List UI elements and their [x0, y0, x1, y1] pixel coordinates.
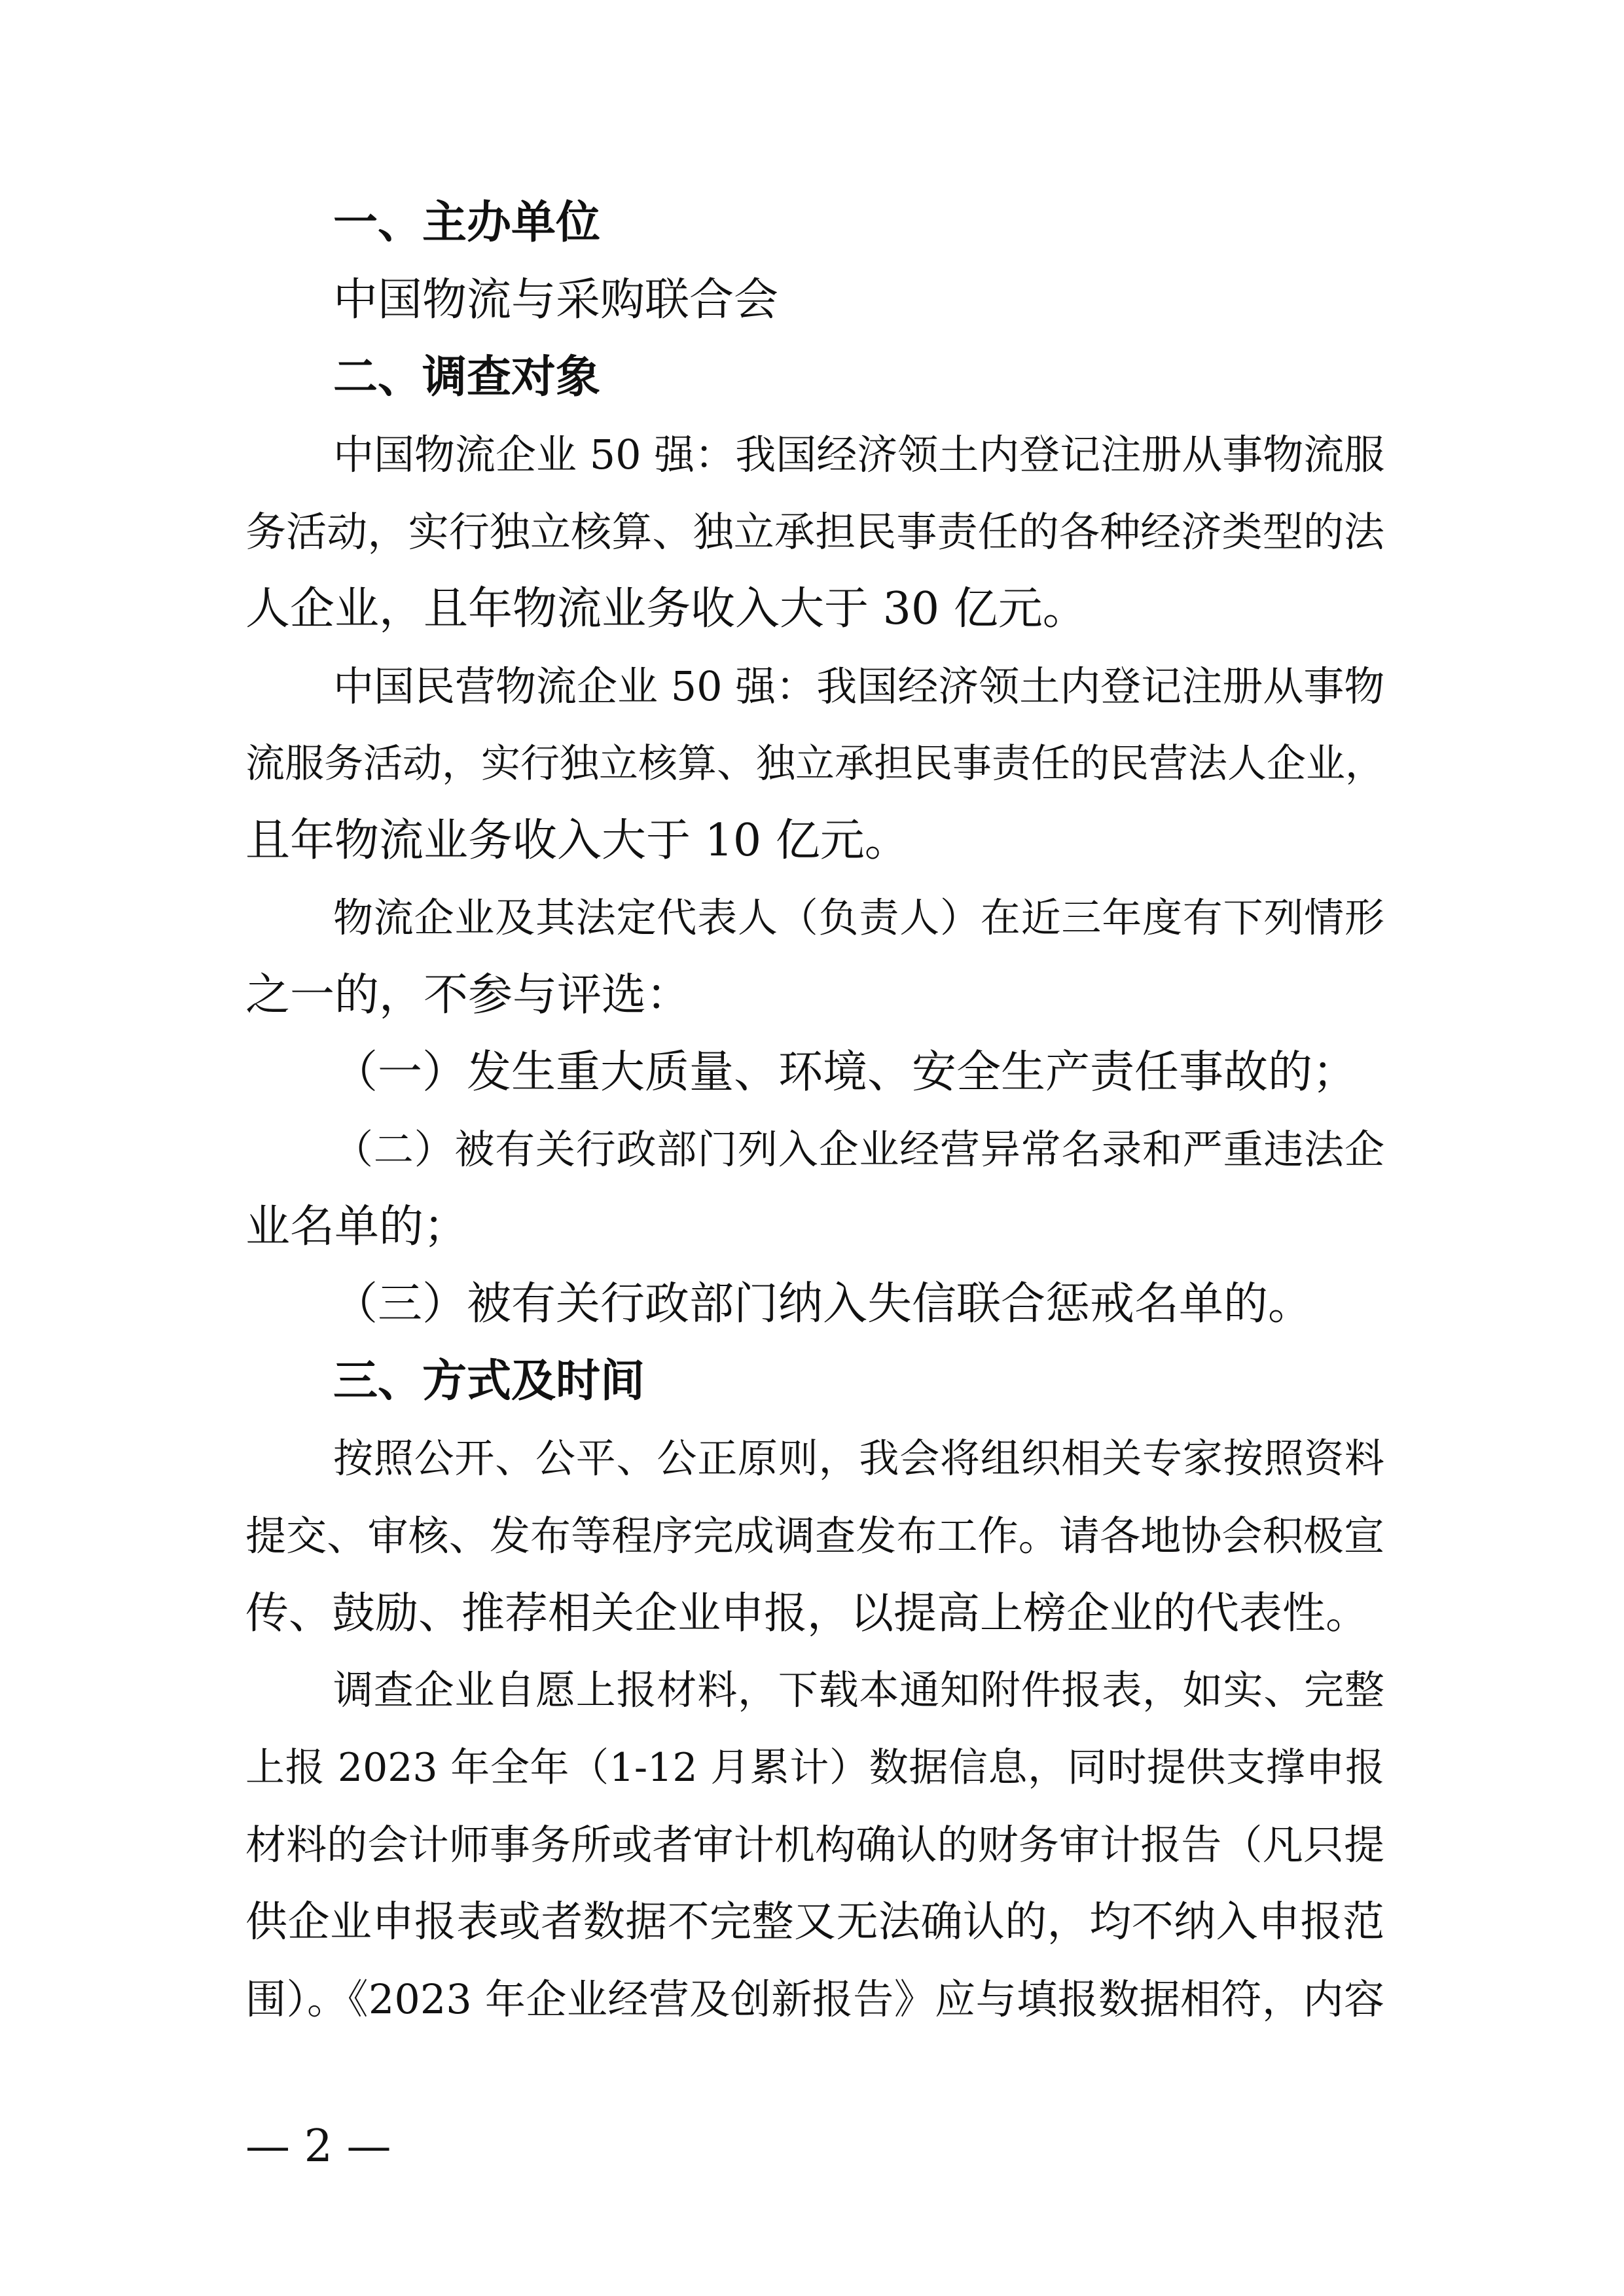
- text-line: 中国物流与采购联合会: [333, 274, 779, 326]
- text-line: 业名单的；: [245, 1201, 469, 1253]
- text-line: 人企业，且年物流业务收入大于 30 亿元。: [245, 583, 1087, 635]
- page-number: — 2 —: [245, 2121, 391, 2172]
- section-heading: 二、调查对象: [333, 351, 601, 403]
- document-body: [245, 185, 1384, 2038]
- text-line: 按照公开、公平、公正原则，我会将组织相关专家按照资料: [333, 1435, 1384, 1482]
- text-line: 中国民营物流企业 50 强：我国经济领土内登记注册从事物: [333, 662, 1385, 710]
- text-line: 提交、审核、发布等程序完成调查发布工作。请各地协会积极宣: [245, 1512, 1384, 1560]
- text-line: 供企业申报表或者数据不完整又无法确认的，均不纳入申报范: [245, 1898, 1384, 1946]
- text-line: 材料的会计师事务所或者审计机构确认的财务审计报告（凡只提: [245, 1821, 1384, 1869]
- text-line: （二）被有关行政部门列入企业经营异常名录和严重违法企: [333, 1126, 1384, 1173]
- text-line: 调查企业自愿上报材料，下载本通知附件报表，如实、完整: [333, 1667, 1384, 1713]
- section-heading: 三、方式及时间: [333, 1355, 645, 1407]
- text-line: 且年物流业务收入大于 10 亿元。: [245, 815, 909, 867]
- text-line: 之一的，不参与评选：: [245, 969, 691, 1021]
- text-line: （三）被有关行政部门纳入失信联合惩戒名单的。: [333, 1278, 1313, 1330]
- text-line: （一）发生重大质量、环境、安全生产责任事故的；: [333, 1047, 1358, 1098]
- text-line: 上报 2023 年全年（1-12 月累计）数据信息，同时提供支撑申报: [245, 1745, 1384, 1791]
- text-line: 流服务活动，实行独立核算、独立承担民事责任的民营法人企业，: [245, 741, 1384, 787]
- text-line: 中国物流企业 50 强：我国经济领土内登记注册从事物流服: [333, 431, 1385, 478]
- text-line: 务活动，实行独立核算、独立承担民事责任的各种经济类型的法: [245, 508, 1384, 556]
- section-heading: 一、主办单位: [333, 197, 601, 249]
- text-line: 物流企业及其法定代表人（负责人）在近三年度有下列情形: [333, 895, 1384, 941]
- text-line: 围）。《2023 年企业经营及创新报告》应与填报数据相符，内容: [245, 1975, 1384, 2023]
- text-line: 传、鼓励、推荐相关企业申报，以提高上榜企业的代表性。: [245, 1588, 1369, 1638]
